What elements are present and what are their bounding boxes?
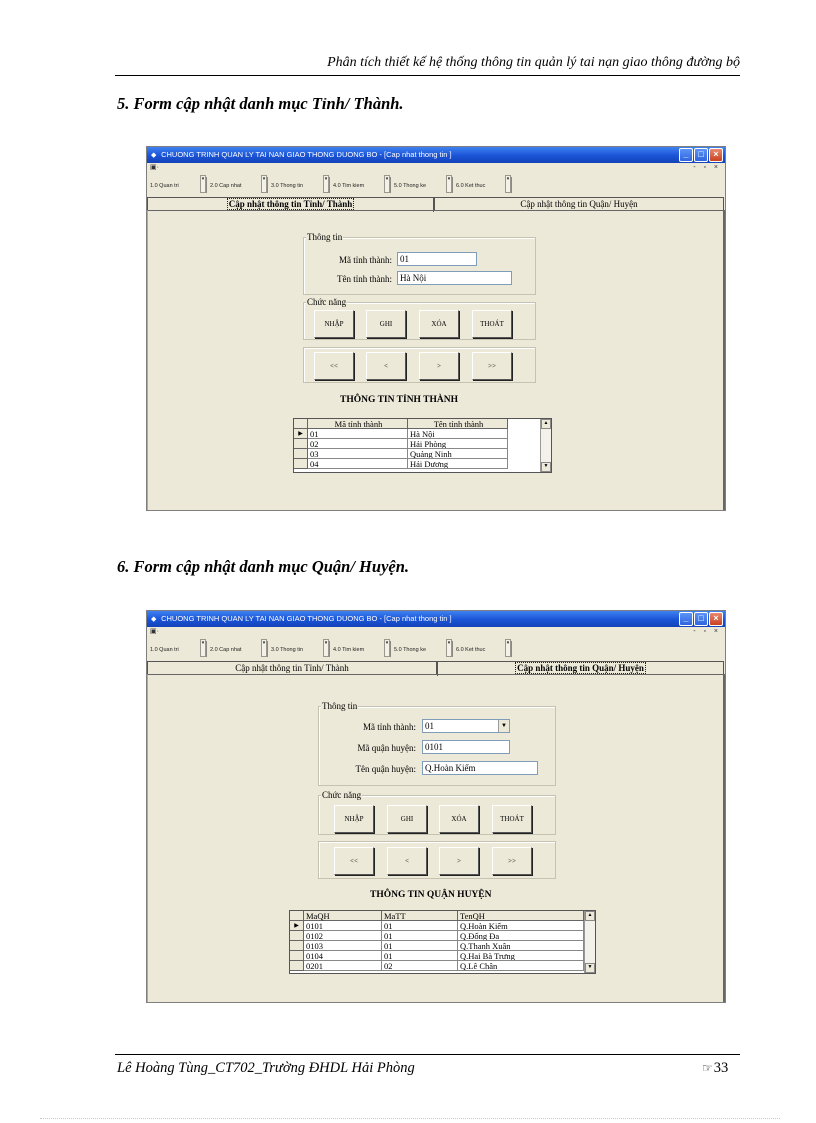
chevron-down-icon[interactable]: ▾ (505, 639, 511, 657)
chevron-down-icon[interactable]: ▾ (446, 639, 452, 657)
grid-title: THÔNG TIN QUẬN HUYỆN (370, 890, 492, 900)
menu-bar (147, 639, 725, 659)
ma-quan-huyen-input[interactable]: 0101 (422, 740, 510, 754)
table-cell[interactable]: Hải Dương (408, 459, 508, 469)
table-cell[interactable]: 0103 (304, 941, 382, 951)
menu-cap-nhat[interactable]: 2.0 Cap nhat ▾ (208, 641, 268, 657)
ma-tinh-combo[interactable]: 01 ▼ (422, 719, 510, 733)
ma-tinh-label: Mã tỉnh thành: (363, 722, 416, 732)
chevron-down-icon[interactable]: ▾ (384, 639, 390, 657)
mdi-child-icon: ▣· (150, 628, 159, 635)
table-cell[interactable]: 01 (382, 951, 458, 961)
prev-record-button[interactable]: < (366, 352, 406, 380)
page-header: Phân tích thiết kế hệ thống thông tin quản lý tai nạn giao thông đường bộ (327, 55, 740, 70)
window-titlebar (147, 611, 725, 627)
chevron-down-icon[interactable]: ▾ (505, 175, 511, 193)
group-navigation (318, 841, 556, 879)
page-number: ☞33 (702, 1060, 729, 1076)
app-icon: ◆ (151, 152, 157, 159)
group-navigation (303, 347, 536, 383)
next-record-button[interactable]: > (439, 847, 479, 875)
ten-quan-huyen-input[interactable]: Q.Hoàn Kiếm (422, 761, 538, 775)
chevron-down-icon[interactable]: ▾ (261, 175, 267, 193)
xoa-button[interactable]: XÓA (419, 310, 459, 338)
close-icon[interactable]: × (709, 612, 723, 626)
chevron-down-icon[interactable]: ▾ (323, 175, 329, 193)
last-record-button[interactable]: >> (472, 352, 512, 380)
scroll-up-icon[interactable]: ▲ (541, 419, 551, 429)
table-cell[interactable]: Q.Hoàn Kiếm (458, 921, 584, 931)
xoa-button[interactable]: XÓA (439, 805, 479, 833)
group-thong-tin (303, 232, 536, 295)
scroll-down-icon[interactable]: ▼ (541, 462, 551, 472)
next-record-button[interactable]: > (419, 352, 459, 380)
table-cell[interactable]: 0102 (304, 931, 382, 941)
table-cell[interactable]: 04 (308, 459, 408, 469)
group-chuc-nang (318, 790, 556, 835)
table-cell[interactable]: 01 (382, 921, 458, 931)
ghi-button[interactable]: GHI (366, 310, 406, 338)
table-cell[interactable]: 01 (308, 429, 408, 439)
ma-tinh-input[interactable]: 01 (397, 252, 477, 266)
menu-thong-tin[interactable]: 3.0 Thong tin ▾ (269, 177, 330, 193)
group-chuc-nang-label: Chức năng (322, 790, 362, 800)
table-cell[interactable]: 02 (382, 961, 458, 971)
grid-header[interactable]: MaQH (304, 911, 382, 921)
footer-author: Lê Hoàng Tùng_CT702_Trường ĐHDL Hải Phòng (117, 1060, 415, 1076)
chevron-down-icon[interactable]: ▾ (446, 175, 452, 193)
group-thong-tin (318, 701, 556, 786)
window-titlebar (147, 147, 725, 163)
chevron-down-icon[interactable]: ▾ (323, 639, 329, 657)
thoat-button[interactable]: THOÁT (472, 310, 512, 338)
grid-header[interactable]: MaTT (382, 911, 458, 921)
grid-title: THÔNG TIN TỈNH THÀNH (340, 395, 458, 405)
thoat-button[interactable]: THOÁT (492, 805, 532, 833)
table-cell[interactable]: Q.Thanh Xuân (458, 941, 584, 951)
footer-rule (115, 1054, 740, 1055)
tab-tinh-thanh[interactable]: Cập nhật thông tin Tỉnh/ Thành (147, 661, 437, 675)
table-cell[interactable]: Q.Hai Bà Trưng (458, 951, 584, 961)
tab-quan-huyen[interactable]: Cập nhật thông tin Quận/ Huyện (437, 661, 724, 676)
nhap-button[interactable]: NHẬP (314, 310, 354, 338)
vertical-scrollbar[interactable] (584, 911, 595, 973)
table-cell[interactable]: Q.Lê Chân (458, 961, 584, 971)
ma-quan-huyen-label: Mã quận huyện: (357, 743, 416, 753)
app-icon: ◆ (151, 616, 157, 623)
minimize-icon[interactable]: _ (679, 148, 693, 162)
vertical-scrollbar[interactable] (540, 419, 551, 472)
ten-tinh-label: Tên tỉnh thành: (337, 274, 392, 284)
window-title: CHUONG TRINH QUAN LY TAI NAN GIAO THONG DUONG BO - [Cap nhat thong tin ] (161, 150, 452, 159)
group-thong-tin-label: Thông tin (322, 701, 358, 711)
mdi-buttons-icon[interactable]: - ▫ × (693, 628, 721, 635)
scroll-down-icon[interactable]: ▼ (585, 963, 595, 973)
menu-thong-ke[interactable]: 5.0 Thong ke ▾ (392, 641, 453, 657)
grid-header[interactable]: Mã tỉnh thành (308, 419, 408, 429)
maximize-icon[interactable]: □ (694, 148, 708, 162)
menu-thong-ke[interactable]: 5.0 Thong ke ▾ (392, 177, 453, 193)
mdi-buttons-icon[interactable]: - ▫ × (693, 164, 721, 171)
table-cell[interactable]: Hải Phòng (408, 439, 508, 449)
section-6-title: 6. Form cập nhật danh mục Quận/ Huyện. (117, 557, 410, 576)
screenshot-form-tinh-thanh (146, 146, 726, 511)
group-thong-tin-label: Thông tin (307, 232, 343, 242)
tab-tinh-thanh[interactable]: Cập nhật thông tin Tỉnh/ Thành (147, 197, 434, 212)
ma-tinh-label: Mã tỉnh thành: (339, 255, 392, 265)
chevron-down-icon[interactable]: ▾ (200, 639, 206, 657)
section-5-title: 5. Form cập nhật danh mục Tỉnh/ Thành. (117, 94, 404, 113)
tab-quan-huyen[interactable]: Cập nhật thông tin Quận/ Huyện (434, 197, 724, 211)
ghi-button[interactable]: GHI (387, 805, 427, 833)
chevron-down-icon[interactable]: ▾ (384, 175, 390, 193)
close-icon[interactable]: × (709, 148, 723, 162)
table-cell[interactable]: 0101 (304, 921, 382, 931)
chevron-down-icon[interactable]: ▼ (498, 720, 509, 732)
prev-record-button[interactable]: < (387, 847, 427, 875)
grid-header[interactable]: TenQH (458, 911, 584, 921)
group-chuc-nang-label: Chức năng (307, 297, 347, 307)
pointing-hand-icon: ☞ (702, 1061, 713, 1075)
table-cell[interactable]: 0104 (304, 951, 382, 961)
menu-cap-nhat[interactable]: 2.0 Cap nhat ▾ (208, 177, 268, 193)
window-title: CHUONG TRINH QUAN LY TAI NAN GIAO THONG DUONG BO - [Cap nhat thong tin ] (161, 614, 452, 623)
mdi-child-icon: ▣· (150, 164, 159, 171)
grid-tinh-thanh[interactable] (293, 418, 552, 473)
last-record-button[interactable]: >> (492, 847, 532, 875)
table-cell[interactable]: Hà Nội (408, 429, 508, 439)
header-rule (115, 75, 740, 76)
menu-ket-thuc[interactable]: 6.0 Ket thuc ▾ (454, 641, 512, 657)
table-cell[interactable]: 0201 (304, 961, 382, 971)
nhap-button[interactable]: NHẬP (334, 805, 374, 833)
scroll-up-icon[interactable]: ▲ (585, 911, 595, 921)
table-cell[interactable]: Q.Đống Đa (458, 931, 584, 941)
table-cell[interactable]: 01 (382, 941, 458, 951)
grid-header[interactable]: Tên tỉnh thành (408, 419, 508, 429)
ten-tinh-input[interactable]: Hà Nội (397, 271, 512, 285)
minimize-icon[interactable]: _ (679, 612, 693, 626)
row-pointer-icon: ▶ (290, 921, 304, 931)
chevron-down-icon[interactable]: ▾ (200, 175, 206, 193)
tab-body (147, 210, 725, 510)
chevron-down-icon[interactable]: ▾ (261, 639, 267, 657)
menu-ket-thuc[interactable]: 6.0 Ket thuc ▾ (454, 177, 512, 193)
mdi-controls (147, 627, 725, 637)
menu-tim-kiem[interactable]: 4.0 Tim kiem ▾ (331, 641, 391, 657)
row-pointer-icon: ▶ (294, 429, 308, 439)
menu-tim-kiem[interactable]: 4.0 Tim kiem ▾ (331, 177, 391, 193)
page-edge-divider (40, 1118, 780, 1119)
menu-quan-tri[interactable]: 1.0 Quan tri ▾ (148, 177, 207, 193)
mdi-controls (147, 163, 725, 173)
grid-quan-huyen[interactable] (289, 910, 596, 974)
ten-quan-huyen-label: Tên quận huyện: (355, 764, 416, 774)
menu-quan-tri[interactable]: 1.0 Quan tri ▾ (148, 641, 207, 657)
screenshot-form-quan-huyen (146, 610, 726, 1003)
table-cell[interactable]: 03 (308, 449, 408, 459)
first-record-button[interactable]: << (314, 352, 354, 380)
menu-thong-tin[interactable]: 3.0 Thong tin ▾ (269, 641, 330, 657)
table-cell[interactable]: Quảng Ninh (408, 449, 508, 459)
group-chuc-nang (303, 297, 536, 340)
table-cell[interactable]: 01 (382, 931, 458, 941)
maximize-icon[interactable]: □ (694, 612, 708, 626)
menu-bar (147, 175, 725, 195)
table-cell[interactable]: 02 (308, 439, 408, 449)
tab-body (147, 674, 725, 1002)
first-record-button[interactable]: << (334, 847, 374, 875)
